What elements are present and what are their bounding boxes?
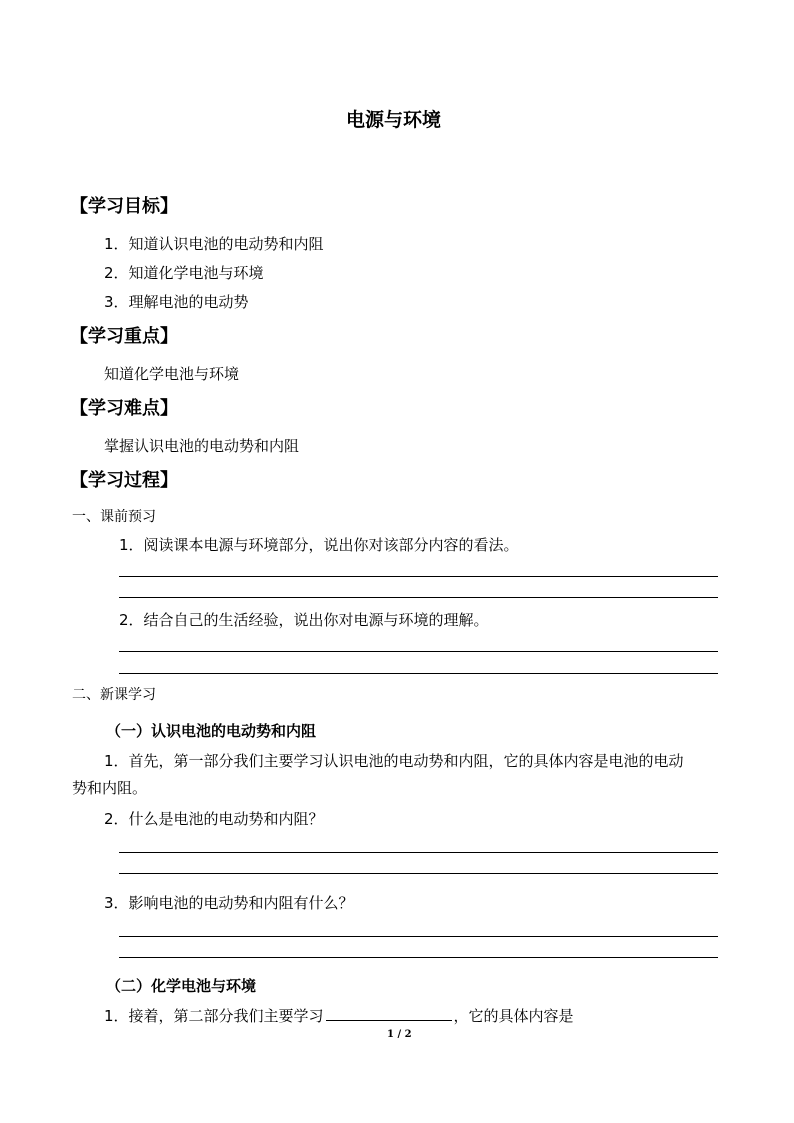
part1-question-3: 3．影响电池的电动势和内阻有什么？ bbox=[104, 894, 354, 912]
part2-title: （二）化学电池与环境 bbox=[106, 977, 257, 995]
part1-paragraph-line2: 势和内阻。 bbox=[72, 779, 148, 797]
difficulties-heading: 【学习难点】 bbox=[70, 398, 178, 419]
objective-item: 1．知道认识电池的电动势和内阻 bbox=[104, 235, 324, 253]
part1-paragraph-line1: 1．首先，第一部分我们主要学习认识电池的电动势和内阻，它的具体内容是电池的电动 bbox=[104, 752, 684, 770]
preview-section-title: 一、课前预习 bbox=[72, 509, 156, 525]
answer-line[interactable] bbox=[119, 873, 718, 874]
preview-question-1: 1．阅读课本电源与环境部分，说出你对该部分内容的看法。 bbox=[119, 536, 519, 554]
page-title: 电源与环境 bbox=[346, 109, 442, 131]
preview-question-2: 2．结合自己的生活经验，说出你对电源与环境的理解。 bbox=[119, 611, 489, 629]
answer-line[interactable] bbox=[119, 673, 718, 674]
part1-question-2: 2．什么是电池的电动势和内阻？ bbox=[104, 810, 324, 828]
objectives-heading: 【学习目标】 bbox=[70, 196, 178, 217]
answer-line[interactable] bbox=[119, 957, 718, 958]
answer-line[interactable] bbox=[119, 651, 718, 652]
part2-paragraph-prefix: 1．接着，第二部分我们主要学习 bbox=[104, 1007, 324, 1025]
difficulties-text: 掌握认识电池的电动势和内阻 bbox=[104, 437, 300, 455]
new-lesson-section-title: 二、新课学习 bbox=[72, 687, 156, 703]
answer-line[interactable] bbox=[119, 576, 718, 577]
fill-in-blank[interactable] bbox=[326, 1006, 452, 1021]
objective-item: 2．知道化学电池与环境 bbox=[104, 264, 264, 282]
answer-line[interactable] bbox=[119, 852, 718, 853]
process-heading: 【学习过程】 bbox=[70, 470, 178, 491]
key-points-heading: 【学习重点】 bbox=[70, 326, 178, 347]
answer-line[interactable] bbox=[119, 597, 718, 598]
key-points-text: 知道化学电池与环境 bbox=[104, 365, 240, 383]
objective-item: 3．理解电池的电动势 bbox=[104, 293, 249, 311]
part2-paragraph bbox=[104, 1005, 574, 1026]
answer-line[interactable] bbox=[119, 936, 718, 937]
part1-title: （一）认识电池的电动势和内阻 bbox=[106, 722, 317, 740]
part2-paragraph-suffix: ，它的具体内容是 bbox=[453, 1007, 574, 1025]
page-number: 1 / 2 bbox=[387, 1029, 412, 1040]
